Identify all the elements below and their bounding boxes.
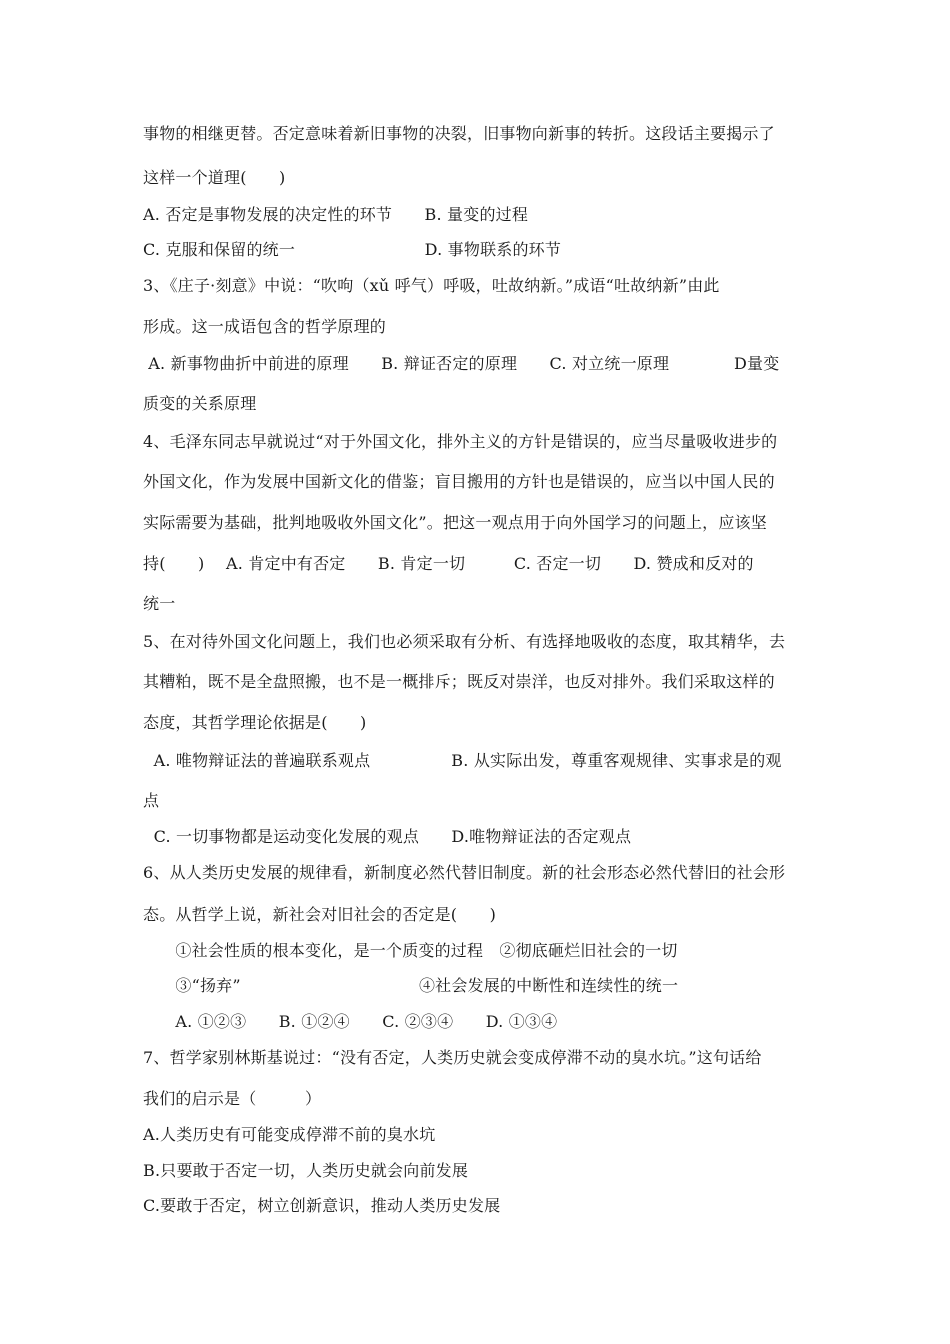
text-line: 其糟粕，既不是全盘照搬，也不是一概排斥；既反对崇洋，也反对排外。我们采取这样的 bbox=[143, 672, 775, 691]
text-line: 态。从哲学上说，新社会对旧社会的否定是( ) bbox=[143, 905, 497, 924]
text-line: 事物的相继更替。否定意味着新旧事物的决裂，旧事物向新事的转折。这段话主要揭示了 bbox=[143, 124, 775, 143]
text-line: 外国文化，作为发展中国新文化的借鉴；盲目搬用的方针也是错误的，应当以中国人民的 bbox=[143, 472, 775, 491]
option-a: A.人类历史有可能变成停滞不前的臭水坑 bbox=[143, 1125, 436, 1144]
text-line: 点 bbox=[143, 791, 160, 810]
text-line: C. 克服和保留的统一 D. 事物联系的环节 bbox=[143, 240, 562, 259]
question-6: 6、从人类历史发展的规律看，新制度必然代替旧制度。新的社会形态必然代替旧的社会形 bbox=[143, 863, 786, 882]
text-line: 态度，其哲学理论依据是( ) bbox=[143, 713, 367, 732]
text-line: 我们的启示是（ ） bbox=[143, 1089, 322, 1108]
text-line: 统一 bbox=[143, 594, 176, 613]
text-line: 实际需要为基础，批判地吸收外国文化”。把这一观点用于向外国学习的问题上，应该坚 bbox=[143, 513, 767, 532]
options-line: 持( ) A. 肯定中有否定 B. 肯定一切 C. 否定一切 D. 赞成和反对的 bbox=[143, 554, 754, 573]
options-line: A. 新事物曲折中前进的原理 B. 辩证否定的原理 C. 对立统一原理 D量变 bbox=[143, 354, 780, 373]
question-5: 5、在对待外国文化问题上，我们也必须采取有分析、有选择地吸收的态度，取其精华，去 bbox=[143, 632, 786, 651]
options-line: C. 一切事物都是运动变化发展的观点 D.唯物辩证法的否定观点 bbox=[143, 827, 632, 846]
question-3: 3、《庄子·刻意》中说：“吹呴（xǔ 呼气）呼吸，吐故纳新。”成语“吐故纳新”由此 bbox=[143, 276, 720, 295]
question-7: 7、哲学家别林斯基说过：“没有否定，人类历史就会变成停滞不动的臭水坑。”这句话给 bbox=[143, 1048, 762, 1067]
text-line: 这样一个道理( ) bbox=[143, 168, 286, 187]
options-line: A. 唯物辩证法的普遍联系观点 B. 从实际出发，尊重客观规律、实事求是的观 bbox=[143, 751, 782, 770]
options-line: A. ①②③ B. ①②④ C. ②③④ D. ①③④ bbox=[143, 1012, 558, 1031]
question-4: 4、毛泽东同志早就说过“对于外国文化，排外主义的方针是错误的，应当尽量吸收进步的 bbox=[143, 432, 778, 451]
option-c: C.要敢于否定，树立创新意识，推动人类历史发展 bbox=[143, 1196, 501, 1215]
text-line: 形成。这一成语包含的哲学原理的 bbox=[143, 317, 387, 336]
options-line: ①社会性质的根本变化，是一个质变的过程 ②彻底砸烂旧社会的一切 bbox=[143, 941, 678, 960]
options-line: ③“扬弃” ④社会发展的中断性和连续性的统一 bbox=[143, 976, 679, 995]
text-line: 质变的关系原理 bbox=[143, 394, 257, 413]
text-line: A. 否定是事物发展的决定性的环节 B. 量变的过程 bbox=[143, 205, 529, 224]
option-b: B.只要敢于否定一切，人类历史就会向前发展 bbox=[143, 1161, 469, 1180]
